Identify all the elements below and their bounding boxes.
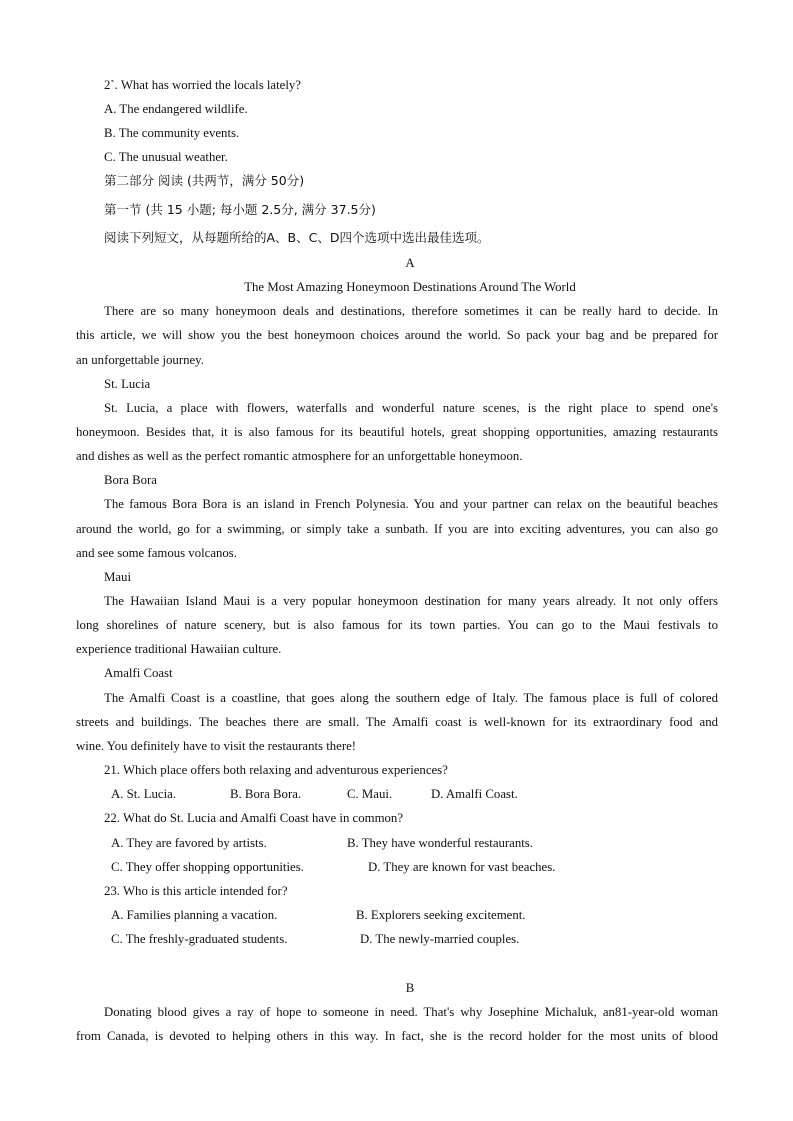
- section1-heading: 第一节 (共 15 小题; 每小题 2.5分, 满分 37.5分): [104, 202, 376, 217]
- passage-b-line-2: from Canada, is devoted to helping others in this way. In fact, she is the record holder for the most units of blood: [76, 1029, 718, 1043]
- amalfi-line-2: streets and buildings. The beaches there are small. The Amalfi coast is well-known for its extraordinary food and: [76, 715, 718, 729]
- q21-option-d: D. Amalfi Coast.: [431, 787, 518, 801]
- q21-question: 21. Which place offers both relaxing and adventurous experiences?: [104, 763, 448, 777]
- q22-option-b: B. They have wonderful restaurants.: [347, 836, 533, 850]
- q21-option-a: A. St. Lucia.: [111, 787, 177, 801]
- q23-option-a: A. Families planning a vacation.: [111, 908, 278, 922]
- st-lucia-line-3: and dishes as well as the perfect romantic atmosphere for an unforgettable honeymoon.: [76, 449, 523, 463]
- maui-line-1: The Hawaiian Island Maui is a very popular honeymoon destination for many years already. It not only offers: [104, 594, 718, 608]
- q22-option-a: A. They are favored by artists.: [111, 836, 267, 850]
- amalfi-heading: Amalfi Coast: [104, 666, 173, 680]
- amalfi-line-1: The Amalfi Coast is a coastline, that goes along the southern edge of Italy. The famous place is full of colored: [104, 691, 718, 705]
- q23-question: 23. Who is this article intended for?: [104, 884, 288, 898]
- bora-bora-line-2: around the world, go for a swimming, or simply take a sunbath. If you are into exciting adventures, you can also go: [76, 522, 718, 536]
- q20-option-a: A. The endangered wildlife.: [104, 102, 248, 116]
- reading-instructions: 阅读下列短文，从每题所给的A、B、C、D四个选项中选出最佳选项。: [104, 230, 490, 245]
- bora-bora-heading: Bora Bora: [104, 473, 157, 487]
- amalfi-line-3: wine. You definitely have to visit the restaurants there!: [76, 739, 357, 753]
- maui-line-2: long shorelines of nature scenery, but is also famous for its town parties. You can go to the Maui festivals to: [76, 618, 718, 632]
- q22-question: 22. What do St. Lucia and Amalfi Coast have in common?: [104, 811, 404, 825]
- maui-heading: Maui: [104, 570, 132, 584]
- bora-bora-line-3: and see some famous volcanos.: [76, 546, 237, 560]
- q21-option-c: C. Maui.: [347, 787, 393, 801]
- intro-line-2: this article, we will show you the best honeymoon choices around the world. So pack your bag and be prepared for: [76, 328, 718, 342]
- q22-option-d: D. They are known for vast beaches.: [368, 860, 556, 874]
- intro-line-1: There are so many honeymoon deals and destinations, therefore sometimes it can be really hard to decide. In: [104, 304, 718, 318]
- q20-option-b: B. The community events.: [104, 126, 240, 140]
- maui-line-3: experience traditional Hawaiian culture.: [76, 642, 282, 656]
- passage-b-line-1: Donating blood gives a ray of hope to someone in need. That's why Josephine Michaluk, an81-year-old woman: [104, 1005, 718, 1019]
- passage-a-letter: A: [405, 256, 415, 270]
- q20-question: 2`. What has worried the locals lately?: [104, 78, 301, 92]
- st-lucia-line-2: honeymoon. Besides that, it is also famous for its beautiful hotels, great shopping opportunities, amazing restaurants: [76, 425, 718, 439]
- passage-a-title: The Most Amazing Honeymoon Destinations Around The World: [244, 280, 576, 294]
- q22-option-c: C. They offer shopping opportunities.: [111, 860, 304, 874]
- st-lucia-line-1: St. Lucia, a place with flowers, waterfalls and wonderful nature scenes, is the right place to spend one's: [104, 401, 718, 415]
- q21-option-b: B. Bora Bora.: [230, 787, 302, 801]
- q20-option-c: C. The unusual weather.: [104, 150, 228, 164]
- q23-option-d: D. The newly-married couples.: [360, 932, 520, 946]
- bora-bora-line-1: The famous Bora Bora is an island in French Polynesia. You and your partner can relax on the beautiful beaches: [104, 497, 718, 511]
- q23-option-b: B. Explorers seeking excitement.: [356, 908, 526, 922]
- part2-heading: 第二部分 阅读 (共两节，满分 50分): [104, 173, 305, 188]
- passage-b-letter: B: [405, 981, 415, 995]
- intro-line-3: an unforgettable journey.: [76, 353, 204, 367]
- st-lucia-heading: St. Lucia: [104, 377, 151, 391]
- q23-option-c: C. The freshly-graduated students.: [111, 932, 288, 946]
